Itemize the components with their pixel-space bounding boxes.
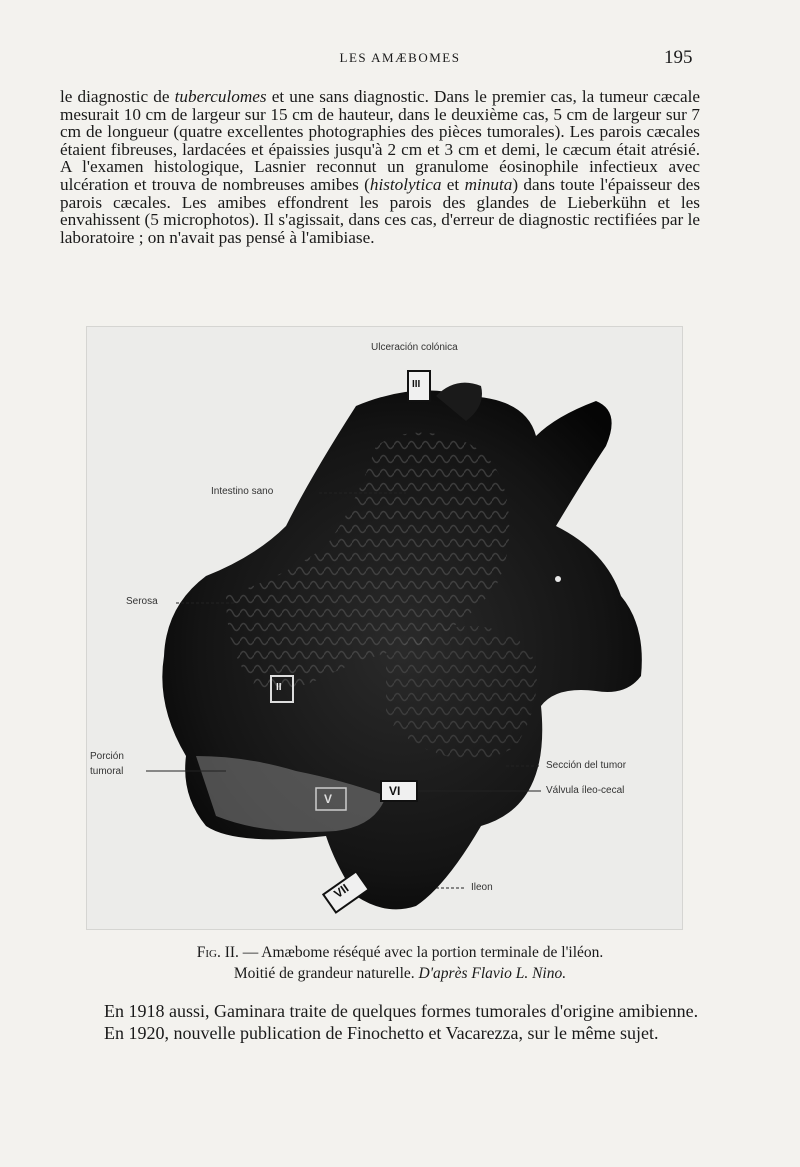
specimen-photograph	[86, 326, 683, 930]
paragraph-1920: En 1920, nouvelle publication de Finochetto et Vacarezza, sur le même sujet.	[104, 1023, 659, 1043]
body-text-italic-histolytica: histolytica	[369, 174, 442, 194]
marker-v: V	[324, 792, 333, 806]
label-porcion: Porción	[90, 751, 124, 762]
marker-vi: VI	[389, 784, 401, 798]
closing-paragraphs	[60, 1000, 705, 1044]
body-text-italic-minuta: minuta	[464, 174, 513, 194]
label-tumoral: tumoral	[90, 766, 124, 777]
marker-vii: VII	[331, 881, 352, 901]
caption-line-2: Moitié de grandeur naturelle.	[233, 965, 419, 982]
label-serosa: Serosa	[126, 596, 158, 607]
body-paragraph	[60, 88, 700, 246]
marker-ii: II	[276, 682, 282, 693]
body-text-2: et une sans diagnostic. Dans le premier cas, la tumeur cæcale mesurait 10 cm de largeur sur 15 cm de hauteur, dans le deuxième cas, 5 cm de largeur sur 7 cm de longueur (quatre excellentes photographies des pièces tumorales). Les parois cæcales étaient fibreuses, lardacées et épaissies jusqu'à 2 cm et 3 cm et demi, le cæcum était atrésié. A l'examen histologique, Lasnier reconnut un granulome éosinophile infectieux avec ulcération et trouva de nombreuses amibes (	[60, 87, 700, 194]
figure-caption	[100, 942, 700, 984]
caption-line-1: — Amæbome réséqué avec la portion terminale de l'iléon.	[238, 944, 604, 961]
label-ileon: Ileon	[471, 882, 493, 893]
page-number: 195	[664, 47, 693, 68]
caption-credit: D'après Flavio L. Nino.	[418, 965, 567, 982]
marker-iii: III	[412, 379, 421, 390]
label-intestino: Intestino sano	[211, 486, 274, 497]
paragraph-1918: En 1918 aussi, Gaminara traite de quelques formes tumorales d'origine amibienne.	[104, 1001, 699, 1021]
body-text-italic-tuberculomes: tuberculomes	[174, 87, 267, 106]
specimen-illustration	[86, 326, 683, 930]
body-text-3: et	[441, 174, 465, 194]
body-text-1: le diagnostic de	[60, 87, 175, 106]
label-valvula: Válvula íleo-cecal	[546, 785, 625, 796]
body-text-4: ) dans toute l'épaisseur des parois cæcales. Les amibes effondrent les parois des glandes de Lieberkühn et les envahissent (5 microphotos). Il s'agissait, dans ces cas, d'erreur de diagnostic rectifiées par le laboratoire ; on n'avait pas pensé à l'amibiase.	[60, 174, 701, 247]
label-seccion: Sección del tumor	[546, 760, 627, 771]
label-ulceracion: Ulceración colónica	[371, 342, 458, 353]
running-head: LES AMÆBOMES	[339, 50, 461, 65]
caption-fig-number: Fig. II.	[196, 944, 239, 961]
